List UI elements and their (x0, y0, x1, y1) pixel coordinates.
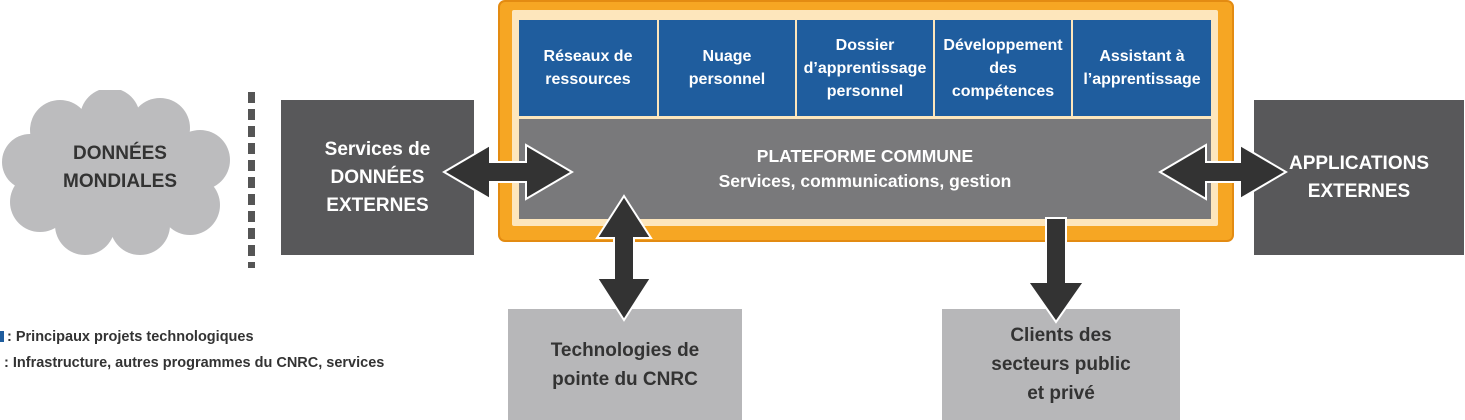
platform-title: PLATEFORME COMMUNE (756, 146, 974, 166)
arrow-platform-clients (1028, 218, 1084, 322)
cnrc-technologies-line-2: pointe du CNRC (552, 368, 698, 390)
external-applications-line-2: EXTERNES (1307, 180, 1411, 202)
project-label-line: d’apprentissage (803, 59, 927, 77)
clients-line-3: et privé (1027, 383, 1095, 404)
legend-label-projects: : Principaux projets technologiques (7, 329, 254, 345)
external-data-services-line-3: EXTERNES (326, 194, 429, 216)
double-arrow-platform-applications (1160, 145, 1286, 199)
external-data-services-line-1: Services de (324, 138, 431, 160)
clients-line-1: Clients des (1010, 325, 1112, 346)
project-label-line: compétences (951, 82, 1055, 100)
cnrc-technologies-line-1: Technologies de (550, 339, 700, 361)
project-label-line: Développement (943, 36, 1063, 54)
world-data-line-1: DONNÉES (73, 143, 167, 164)
project-label-line: des (989, 59, 1017, 77)
project-label-line: l’apprentissage (1083, 71, 1201, 88)
project-label-line: Assistant à (1099, 48, 1185, 65)
project-label-line: ressources (545, 71, 631, 88)
clients-line-2: secteurs public (991, 354, 1131, 375)
world-data-line-2: MONDIALES (63, 171, 177, 192)
project-label-line: personnel (688, 71, 766, 88)
project-label-line: Dossier (835, 36, 895, 54)
double-arrow-data-platform (444, 145, 572, 199)
project-label-line: personnel (826, 82, 904, 100)
external-data-services-line-2: DONNÉES (330, 166, 425, 188)
legend-label-infrastructure: : Infrastructure, autres programmes du CNRC, services (4, 355, 385, 371)
platform-subtitle: Services, communications, gestion (718, 171, 1012, 191)
project-label-line: Réseaux de (543, 48, 633, 65)
double-arrow-platform-technologies (597, 196, 651, 320)
project-label-line: Nuage (702, 48, 752, 65)
external-applications-line-1: APPLICATIONS (1288, 152, 1430, 174)
